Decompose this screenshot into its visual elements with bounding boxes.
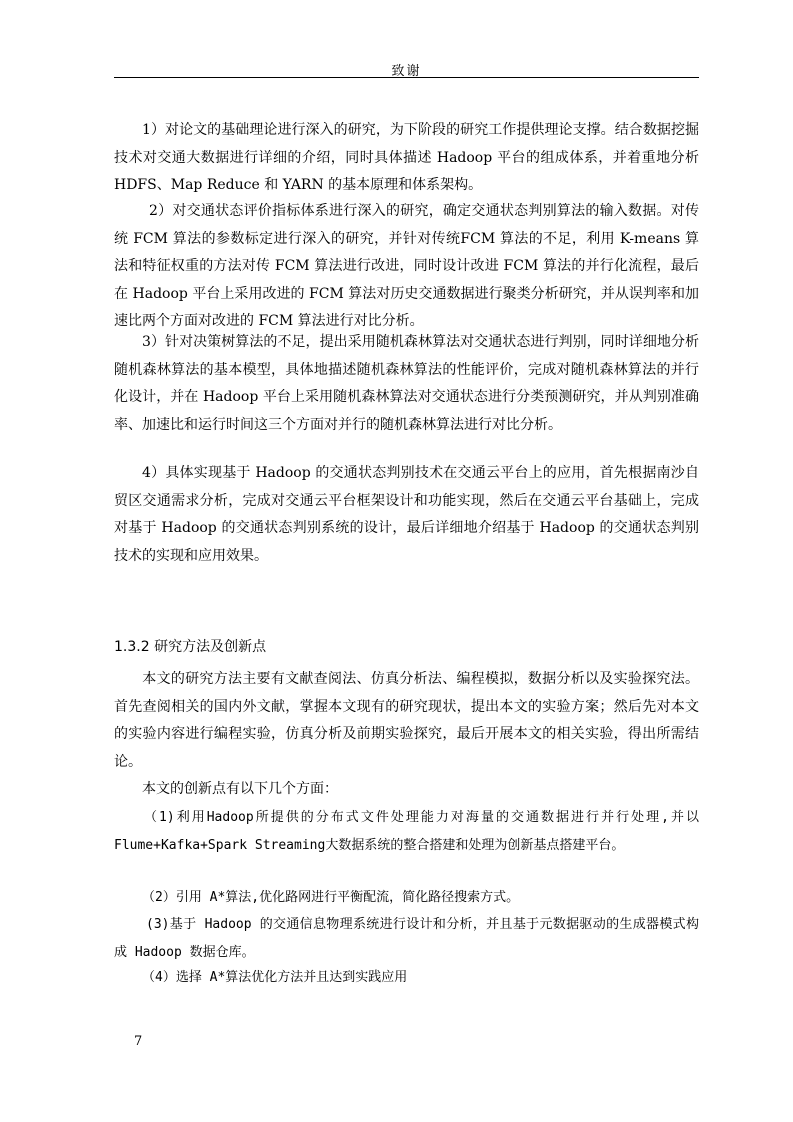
- innovation-item-1-text: （1)利用Hadoop所提供的分布式文件处理能力对海量的交通数据进行并行处理,并以Flume+Kafka+Spark Streaming大数据系统的整合搭建和处理为创新基点搭建平台。: [114, 810, 699, 853]
- paragraph-4-text: 4）具体实现基于 Hadoop 的交通状态判别技术在交通云平台上的应用，首先根据南沙自贸区交通需求分析，完成对交通云平台框架设计和功能实现，然后在交通云平台基础上，完成对基于 Hadoop 的交通状态判别系统的设计，最后详细地介绍基于 Hadoop 的交通状态判别技术的实现和应用效果。: [114, 465, 699, 564]
- section-heading: 1.3.2 研究方法及创新点: [114, 639, 267, 655]
- page-header-title: 致谢: [391, 64, 422, 79]
- paragraph-1-text: 1）对论文的基础理论进行深入的研究，为下阶段的研究工作提供理论支撑。结合数据挖掘技术对交通大数据进行详细的介绍，同时具体描述 Hadoop 平台的组成体系，并着重地分析 HDFS、Map Reduce 和 YARN 的基本原理和体系架构。: [114, 122, 699, 193]
- paragraph-4: [114, 460, 699, 570]
- innovation-item-2: [114, 884, 699, 912]
- paragraph-3: [114, 329, 699, 439]
- paragraph-innovations-intro: [114, 776, 699, 804]
- innovation-item-4: [114, 964, 699, 992]
- paragraph-3-text: 3）针对决策树算法的不足，提出采用随机森林算法对交通状态进行判别，同时详细地分析随机森林算法的基本模型，具体地描述随机森林算法的性能评价，完成对随机森林算法的并行化设计，并在 Hadoop 平台上采用随机森林算法对交通状态进行分类预测研究，并从判别准确率、加速比和运行时间这三个方面对并行的随机森林算法进行对比分析。: [114, 334, 699, 433]
- paragraph-1: [114, 117, 699, 200]
- paragraph-2-text: 2）对交通状态评价指标体系进行深入的研究，确定交通状态判别算法的输入数据。对传统 FCM 算法的参数标定进行深入的研究，并针对传统FCM 算法的不足，利用 K-means 算法和特征权重的方法对传 FCM 算法进行改进，同时设计改进 FCM 算法的并行化流程，最后在 Hadoop 平台上采用改进的 FCM 算法对历史交通数据进行聚类分析研究，并从误判率和加速比两个方面对改进的 FCM 算法进行对比分析。: [114, 203, 699, 329]
- header-rule: [114, 77, 699, 78]
- paragraph-methods-text: 本文的研究方法主要有文献查阅法、仿真分析法、编程模拟，数据分析以及实验探究法。首先查阅相关的国内外文献，掌握本文现有的研究现状，提出本文的实验方案；然后先对本文的实验内容进行编程实验，仿真分析及前期实验探究，最后开展本文的相关实验，得出所需结论。: [114, 671, 699, 770]
- innovation-item-2-text: （2）引用 A*算法,优化路网进行平衡配流，简化路径搜索方式。: [142, 890, 520, 905]
- innovation-item-3-text: (3)基于 Hadoop 的交通信息物理系统进行设计和分析，并且基于元数据驱动的生成器模式构成 Hadoop 数据仓库。: [114, 917, 699, 960]
- innovation-item-4-text: （4）选择 A*算法优化方法并且达到实践应用: [142, 970, 408, 985]
- innovation-item-3: [114, 911, 699, 966]
- paragraph-2: [114, 198, 699, 336]
- paragraph-innovations-intro-text: 本文的创新点有以下几个方面：: [142, 781, 338, 797]
- innovation-item-1: [114, 804, 699, 859]
- page-number: 7: [134, 1034, 143, 1049]
- paragraph-methods: [114, 666, 699, 776]
